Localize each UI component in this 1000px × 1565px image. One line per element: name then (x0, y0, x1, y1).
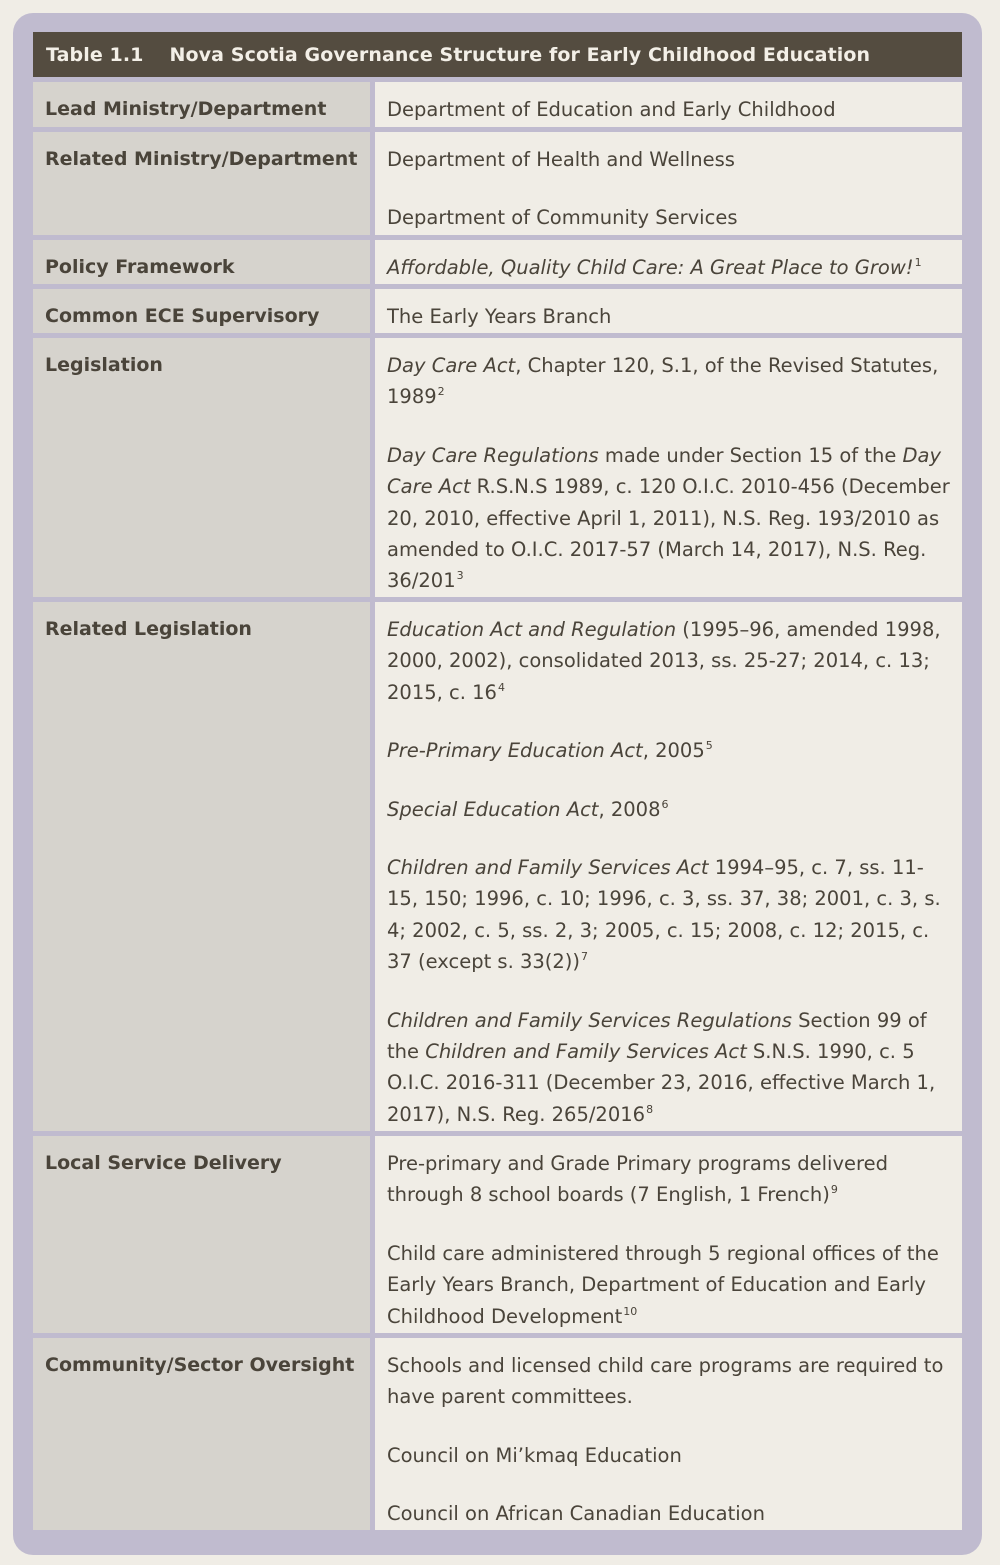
text-segment: The Early Years Branch (387, 305, 612, 328)
value-entry (387, 252, 952, 283)
footnote-marker: 2 (437, 385, 445, 399)
italic-title: Education Act and Regulation (387, 618, 677, 641)
value-entry (387, 852, 952, 978)
value-entry (387, 301, 952, 332)
footnote-marker: 1 (914, 256, 922, 269)
table-row (33, 82, 962, 127)
text-segment: S.N.S. 1990, c. 5 O.I.C. 2016-311 (December 23, 2016, effective March 1, 2017), N.S. Reg. 265/2016 (387, 1040, 936, 1126)
value-entry (387, 1148, 952, 1211)
row-label: Common ECE Supervisory (33, 289, 370, 333)
text-segment: Pre-primary and Grade Primary programs delivered through 8 school boards (7 English, 1 French) (387, 1152, 888, 1207)
text-segment: made under Section 15 of the (598, 443, 903, 467)
value-entry (387, 202, 952, 233)
row-label: Related Ministry/Department (33, 132, 370, 235)
table-row (33, 240, 962, 284)
row-label: Related Legislation (33, 602, 370, 1131)
footnote-marker: 10 (623, 1304, 638, 1318)
italic-title: Pre-Primary Education Act (387, 739, 643, 763)
italic-title: Children and Family Services Act (425, 1040, 747, 1064)
table-row (33, 289, 962, 333)
text-segment: (1995–96, amended 1998, 2000, 2002), consolidated 2013, ss. 25-27; 2014, c. 13; 2015, c. 16 (387, 618, 941, 704)
row-value (375, 240, 962, 284)
table-body (33, 82, 962, 1530)
table-row (33, 1338, 962, 1530)
text-segment: , 2005 (642, 739, 705, 763)
text-segment: R.S.N.S 1989, c. 120 O.I.C. 2010-456 (December 20, 2010, effective April 1, 2011), N.S. Reg. 193/2010 as amended to O.I.C. 2017-57 (March 14, 2017), N.S. Reg. 36/201 (387, 475, 950, 593)
value-entry (387, 1350, 952, 1413)
row-value (375, 1338, 962, 1530)
value-entry (387, 794, 952, 825)
text-segment: Department of Health and Wellness (387, 148, 735, 171)
value-entry (387, 1440, 952, 1471)
row-value (375, 132, 962, 235)
row-value (375, 289, 962, 333)
row-label: Local Service Delivery (33, 1136, 370, 1333)
footnote-marker: 3 (456, 569, 464, 583)
value-entry (387, 1005, 952, 1131)
table-header (33, 32, 962, 77)
value-entry (387, 614, 952, 708)
footnote-marker: 6 (661, 797, 669, 811)
footnote-marker: 8 (646, 1102, 654, 1116)
row-value (375, 1136, 962, 1333)
row-label: Community/Sector Oversight (33, 1338, 370, 1530)
text-segment: 1994–95, c. 7, ss. 11-15, 150; 1996, c. 10; 1996, c. 3, ss. 37, 38; 2001, c. 3, s. 4; 2002, c. 5, ss. 2, 3; 2005, c. 15; 2008, c. 12; 2015, c. 37 (except s. 33(2)) (387, 856, 941, 974)
table-row (33, 132, 962, 235)
text-segment: Schools and licensed child care programs are required to have parent committees. (387, 1354, 944, 1409)
row-value (375, 338, 962, 597)
table-number: Table 1.1 (46, 43, 144, 66)
italic-title: Affordable, Quality Child Care: A Great Place to Grow! (387, 256, 914, 279)
table-row (33, 602, 962, 1131)
text-segment: Council on African Canadian Education (387, 1502, 765, 1526)
row-label: Legislation (33, 338, 370, 597)
table-row (33, 338, 962, 597)
value-entry (387, 144, 952, 175)
text-segment: , Chapter 120, S.1, of the Revised Statutes, 1989 (387, 354, 939, 409)
footnote-marker: 9 (830, 1183, 838, 1197)
governance-table (33, 32, 962, 1530)
text-segment: Child care administered through 5 regional offices of the Early Years Branch, Department of Education and Early Childhood Development (387, 1241, 939, 1328)
row-value (375, 82, 962, 127)
footnote-marker: 4 (497, 680, 505, 694)
text-segment: , 2008 (598, 797, 661, 821)
italic-title: Special Education Act (387, 797, 599, 821)
row-label: Lead Ministry/Department (33, 82, 370, 127)
text-segment: Council on Mi’kmaq Education (387, 1443, 682, 1467)
text-segment: Section 99 of the (387, 1008, 927, 1064)
value-entry (387, 735, 952, 766)
text-segment: Department of Education and Early Childhood (387, 98, 836, 121)
italic-title: Day Care Act (387, 443, 942, 499)
italic-title: Children and Family Services Regulations (387, 1008, 792, 1032)
value-entry (387, 440, 952, 597)
row-label: Policy Framework (33, 240, 370, 284)
value-entry (387, 1238, 952, 1332)
footnote-marker: 5 (705, 739, 713, 753)
footnote-marker: 7 (581, 950, 589, 964)
text-segment: Department of Community Services (387, 206, 738, 230)
italic-title: Day Care Regulations (387, 443, 599, 467)
value-entry (387, 1498, 952, 1529)
row-value (375, 602, 962, 1131)
italic-title: Day Care Act (387, 354, 516, 377)
table-title: Nova Scotia Governance Structure for Early Childhood Education (169, 43, 871, 66)
table-row (33, 1136, 962, 1333)
value-entry (387, 350, 952, 413)
italic-title: Children and Family Services Act (387, 856, 709, 880)
